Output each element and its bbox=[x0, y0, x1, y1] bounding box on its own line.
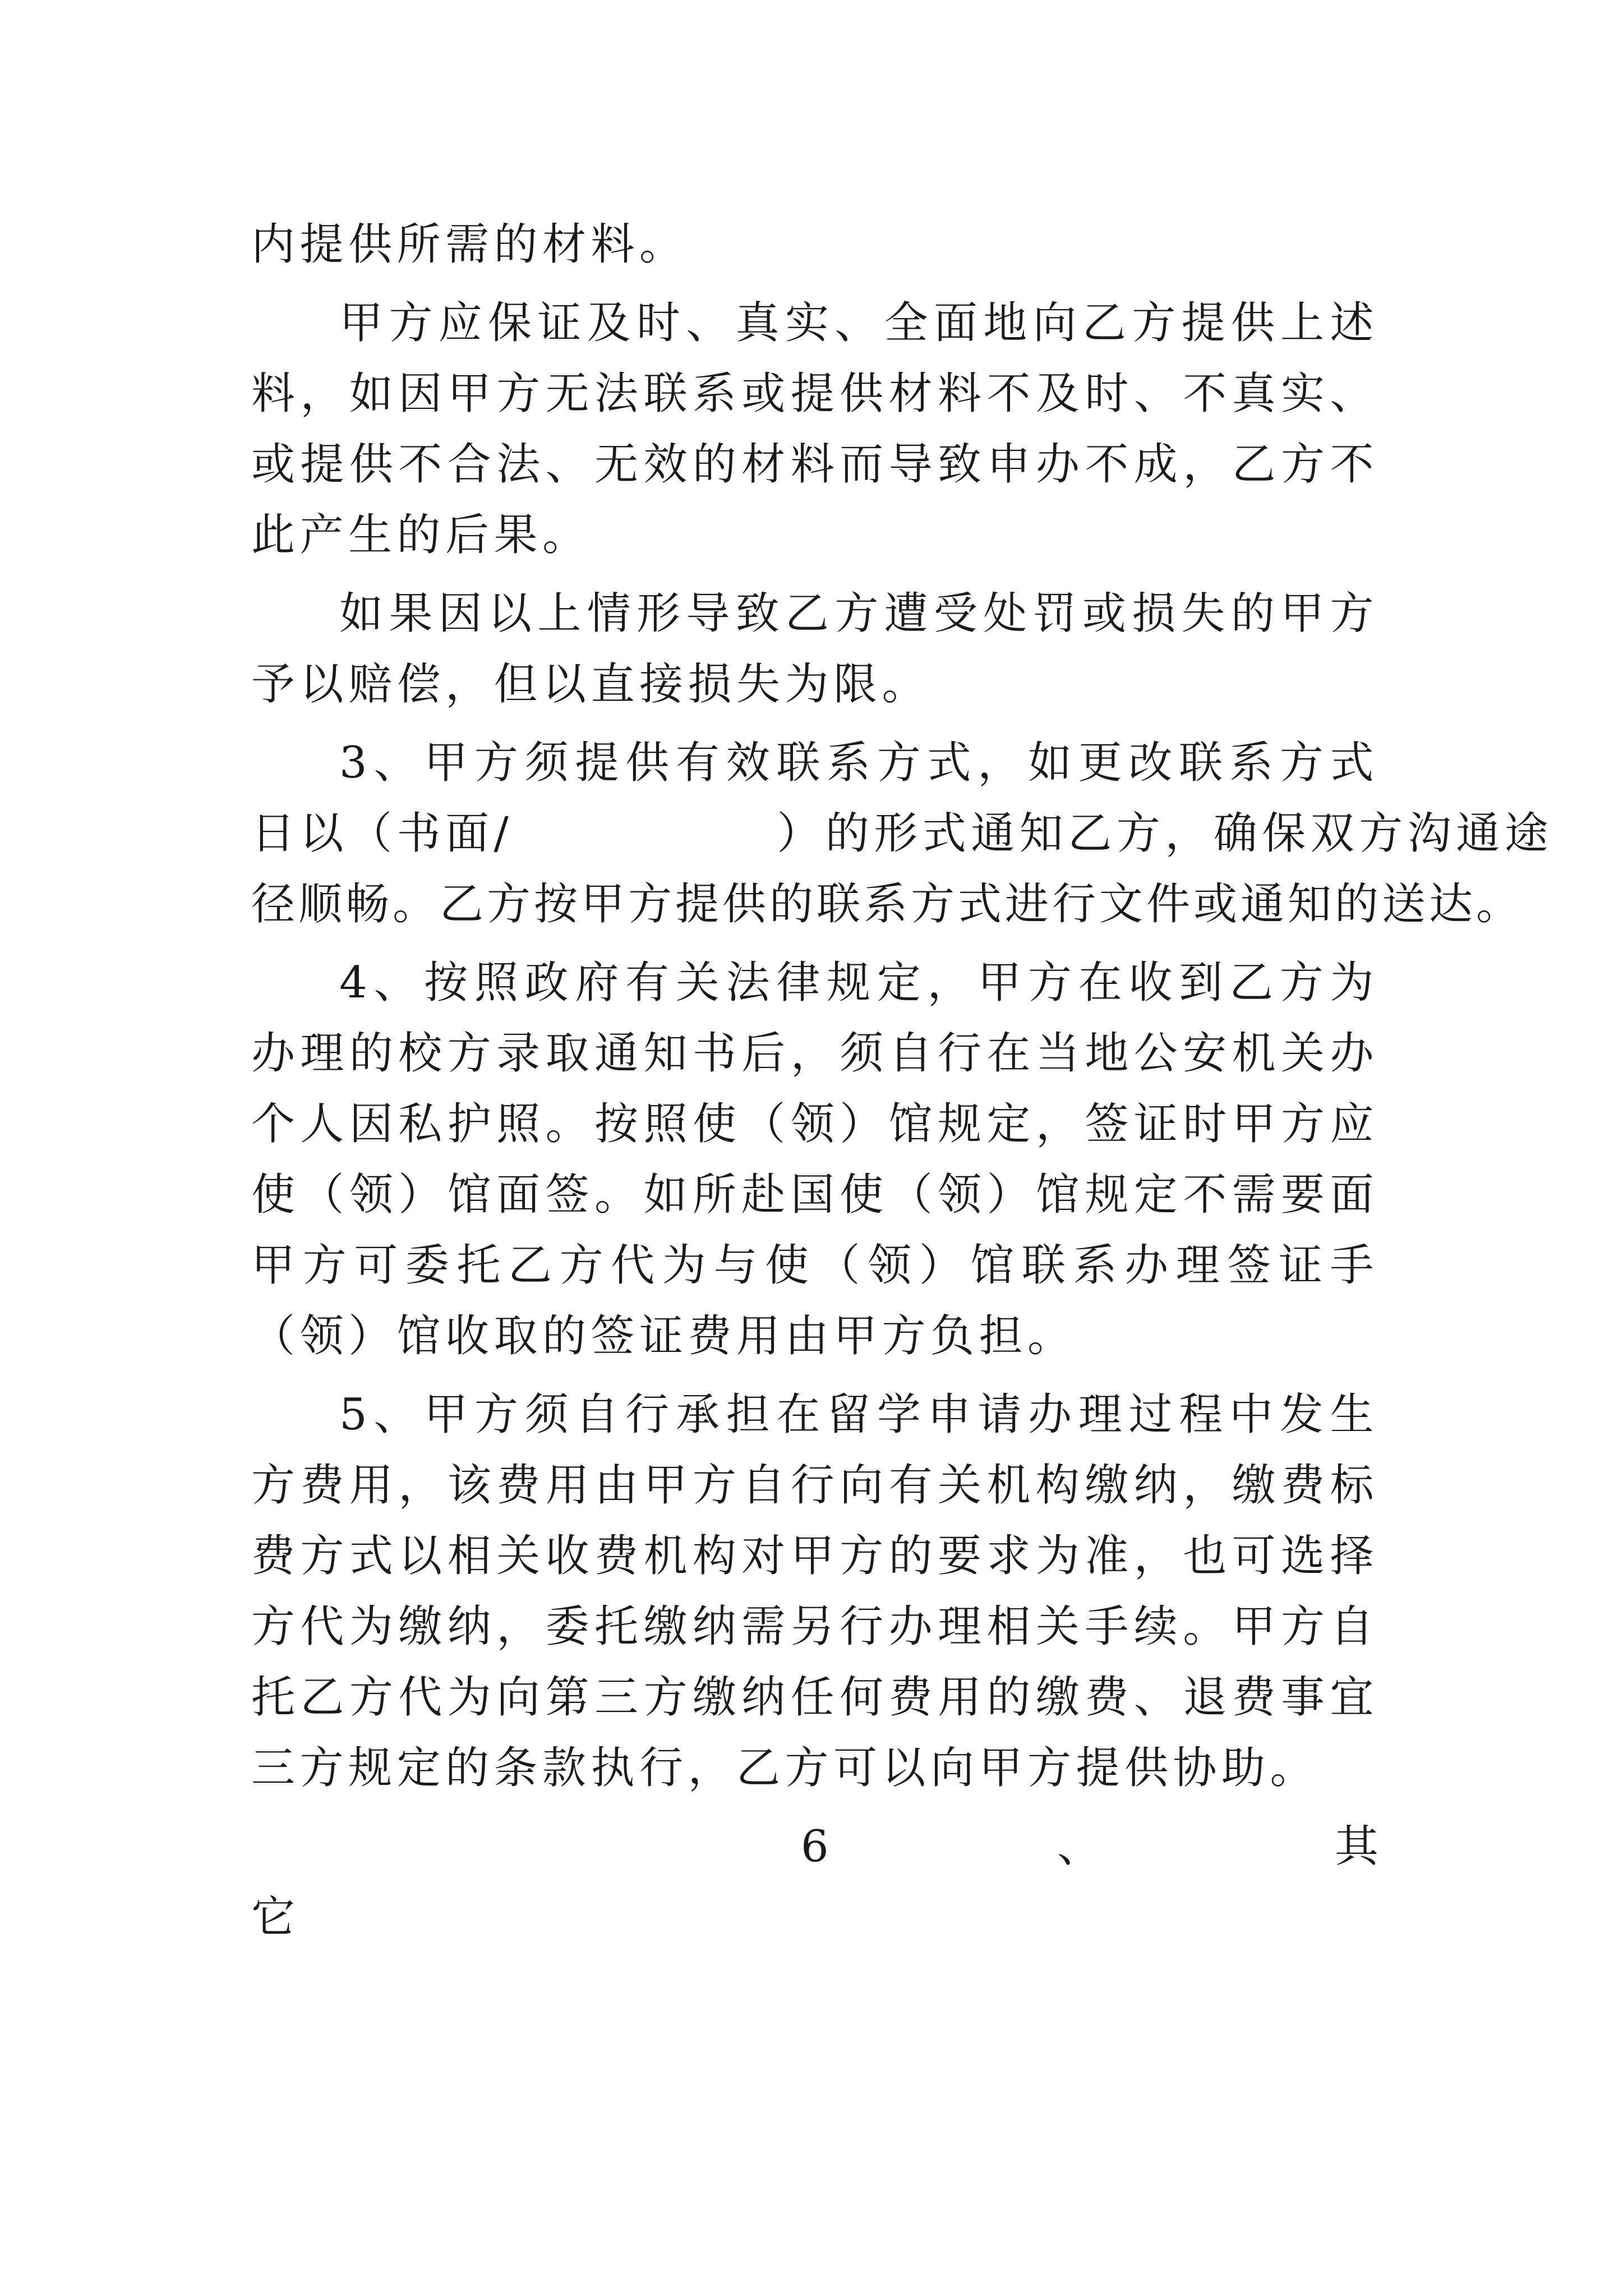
text-segment: 日以（书面/ bbox=[251, 808, 514, 859]
text-line: 予以赔偿，但以直接损失为限。 bbox=[251, 659, 931, 710]
text-fragment: 其 bbox=[1335, 1821, 1384, 1872]
text-line: 三方规定的条款执行，乙方可以向甲方提供协助。 bbox=[251, 1743, 1319, 1793]
text-line: （领）馆收取的签证费用由甲方负担。 bbox=[251, 1311, 1076, 1361]
section-number: 6 bbox=[801, 1821, 834, 1872]
text-line: 甲方可委托乙方代为与使（领）馆联系办理签证手 bbox=[251, 1240, 1378, 1291]
text-segment: ）的形式通知乙方，确保双方沟通途 bbox=[777, 808, 1553, 859]
text-fragment: 它 bbox=[251, 1892, 300, 1943]
text-line: 办理的校方录取通知书后，须自行在当地公安机关办 bbox=[251, 1028, 1378, 1079]
text-line: 料，如因甲方无法联系或提供材料不及时、不真实、 bbox=[251, 369, 1378, 419]
text-line: 方费用，该费用由甲方自行向有关机构缴纳，缴费标 bbox=[251, 1460, 1378, 1511]
text-line: 个人因私护照。按照使（领）馆规定，签证时甲方应 bbox=[251, 1099, 1378, 1149]
text-line: 4、按照政府有关法律规定，甲方在收到乙方为 bbox=[339, 958, 1378, 1008]
text-line: 使（领）馆面签。如所赴国使（领）馆规定不需要面 bbox=[251, 1170, 1378, 1220]
text-line: 托乙方代为向第三方缴纳任何费用的缴费、退费事宜 bbox=[251, 1672, 1378, 1723]
text-line: 内提供所需的材料。 bbox=[251, 219, 688, 270]
text-line: 方代为缴纳，委托缴纳需另行办理相关手续。甲方自 bbox=[251, 1602, 1378, 1652]
punctuation: 、 bbox=[1057, 1821, 1106, 1872]
text-line: 此产生的后果。 bbox=[251, 510, 591, 560]
text-line: 5、甲方须自行承担在留学申请办理过程中发生 bbox=[339, 1389, 1378, 1440]
text-line: 甲方应保证及时、真实、全面地向乙方提供上述 bbox=[339, 298, 1378, 348]
text-line: 如果因以上情形导致乙方遭受处罚或损失的甲方 bbox=[339, 588, 1378, 639]
text-line: 径顺畅。乙方按甲方提供的联系方式进行文件或通知的送达。 bbox=[251, 879, 1524, 930]
text-line: 费方式以相关收费机构对甲方的要求为准，也可选择 bbox=[251, 1531, 1378, 1581]
text-line: 3、甲方须提供有效联系方式，如更改联系方式 bbox=[339, 738, 1378, 788]
text-line: 或提供不合法、无效的材料而导致申办不成，乙方不 bbox=[251, 439, 1378, 490]
text-line-with-blank bbox=[251, 807, 1553, 861]
